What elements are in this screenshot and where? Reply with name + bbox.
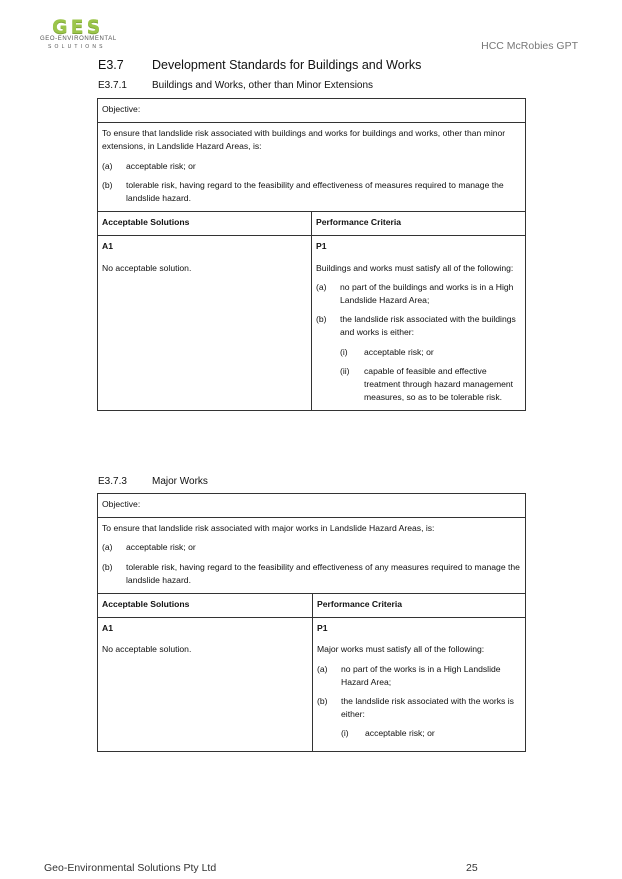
item-text: tolerable risk, having regard to the feasibility and effectiveness of any measures required to manage the landslide hazard. [126, 561, 520, 585]
acceptable-text: No acceptable solution. [102, 644, 192, 655]
item-label: (b) [102, 179, 113, 190]
item-label: (b) [317, 696, 328, 707]
performance-criteria-header: Performance Criteria [313, 594, 526, 618]
subitem-text: capable of feasible and effective treatment through hazard management measures, so as to be tolerable risk. [364, 365, 514, 403]
criteria-row [98, 618, 526, 751]
subsection-heading-1 [98, 80, 373, 91]
item-text: no part of the works is in a High Landslide Hazard Area; [341, 663, 501, 687]
column-header-row [98, 212, 526, 236]
logo-line1: GEO-ENVIRONMENTAL [40, 36, 117, 42]
objective-text: To ensure that landslide risk associated with buildings and works for buildings and works, other than minor extensions, in Landslide Hazard Areas, is: [102, 128, 506, 152]
objective-row [98, 518, 526, 594]
objective-label: Objective: [98, 99, 526, 123]
section-number: E3.7 [98, 58, 124, 72]
item-text: acceptable risk; or [126, 542, 196, 553]
performance-text: Major works must satisfy all of the following: [317, 644, 485, 655]
objective-item [102, 541, 521, 554]
subitem-text: acceptable risk; or [365, 728, 435, 739]
performance-criteria-cell [312, 236, 526, 411]
objective-label: Objective: [98, 494, 526, 518]
section-title: Development Standards for Buildings and Works [152, 58, 422, 72]
acceptable-code: A1 [102, 623, 113, 634]
subitem-label: (ii) [340, 365, 350, 376]
objective-label-row [98, 99, 526, 123]
item-text: tolerable risk, having regard to the feasibility and effectiveness of measures required to manage the landslide hazard. [126, 179, 504, 204]
performance-criteria-header: Performance Criteria [312, 212, 526, 236]
company-logo [40, 16, 120, 52]
item-text: the landslide risk associated with the works is either: [341, 696, 514, 720]
criteria-item [316, 313, 521, 339]
criteria-subitem [316, 365, 521, 405]
item-label: (a) [317, 663, 328, 674]
standards-table-3 [97, 493, 526, 752]
performance-code: P1 [316, 241, 327, 252]
acceptable-solutions-header: Acceptable Solutions [98, 594, 313, 618]
criteria-item [316, 281, 521, 307]
criteria-subitem [317, 727, 521, 740]
section-heading [98, 58, 421, 72]
subsection-number: E3.7.1 [98, 80, 127, 91]
item-label: (b) [102, 561, 113, 572]
performance-code: P1 [317, 623, 328, 634]
item-label: (a) [102, 160, 113, 171]
item-label: (b) [316, 314, 327, 325]
footer-company: Geo-Environmental Solutions Pty Ltd [44, 862, 217, 874]
item-text: the landslide risk associated with the buildings and works is either: [340, 314, 516, 338]
subsection-title: Buildings and Works, other than Minor Extensions [152, 80, 374, 91]
item-label: (a) [316, 281, 327, 292]
acceptable-solutions-header: Acceptable Solutions [98, 212, 312, 236]
performance-text: Buildings and works must satisfy all of the following: [316, 262, 514, 273]
logo-line2: SOLUTIONS [48, 44, 106, 50]
column-header-row [98, 594, 526, 618]
item-text: no part of the buildings and works is in a High Landslide Hazard Area; [340, 281, 514, 306]
objective-row [98, 123, 526, 212]
item-label: (a) [102, 542, 113, 553]
subsection-title: Major Works [152, 476, 208, 487]
logo-letters: GES [52, 16, 104, 38]
objective-label-row [98, 494, 526, 518]
subitem-label: (i) [340, 346, 348, 357]
objective-cell [98, 518, 526, 594]
acceptable-solution-cell [98, 236, 312, 411]
criteria-item [317, 695, 521, 721]
objective-text: To ensure that landslide risk associated with major works in Landslide Hazard Areas, is: [102, 523, 435, 534]
criteria-item [317, 663, 521, 689]
subsection-number: E3.7.3 [98, 476, 127, 487]
objective-cell [98, 123, 526, 212]
item-text: acceptable risk; or [126, 160, 196, 171]
acceptable-code: A1 [102, 241, 113, 252]
objective-item [102, 179, 521, 205]
performance-criteria-cell [313, 618, 526, 751]
header-project-name: HCC McRobies GPT [481, 40, 578, 52]
subitem-label: (i) [341, 728, 349, 739]
subsection-heading-3 [98, 476, 208, 487]
acceptable-text: No acceptable solution. [102, 262, 192, 273]
footer-page-number: 25 [466, 862, 478, 874]
objective-item [102, 561, 521, 587]
acceptable-solution-cell [98, 618, 313, 751]
subitem-text: acceptable risk; or [364, 346, 434, 357]
standards-table-1 [97, 98, 526, 411]
criteria-subitem [316, 346, 521, 359]
objective-item [102, 160, 521, 173]
criteria-row [98, 236, 526, 411]
